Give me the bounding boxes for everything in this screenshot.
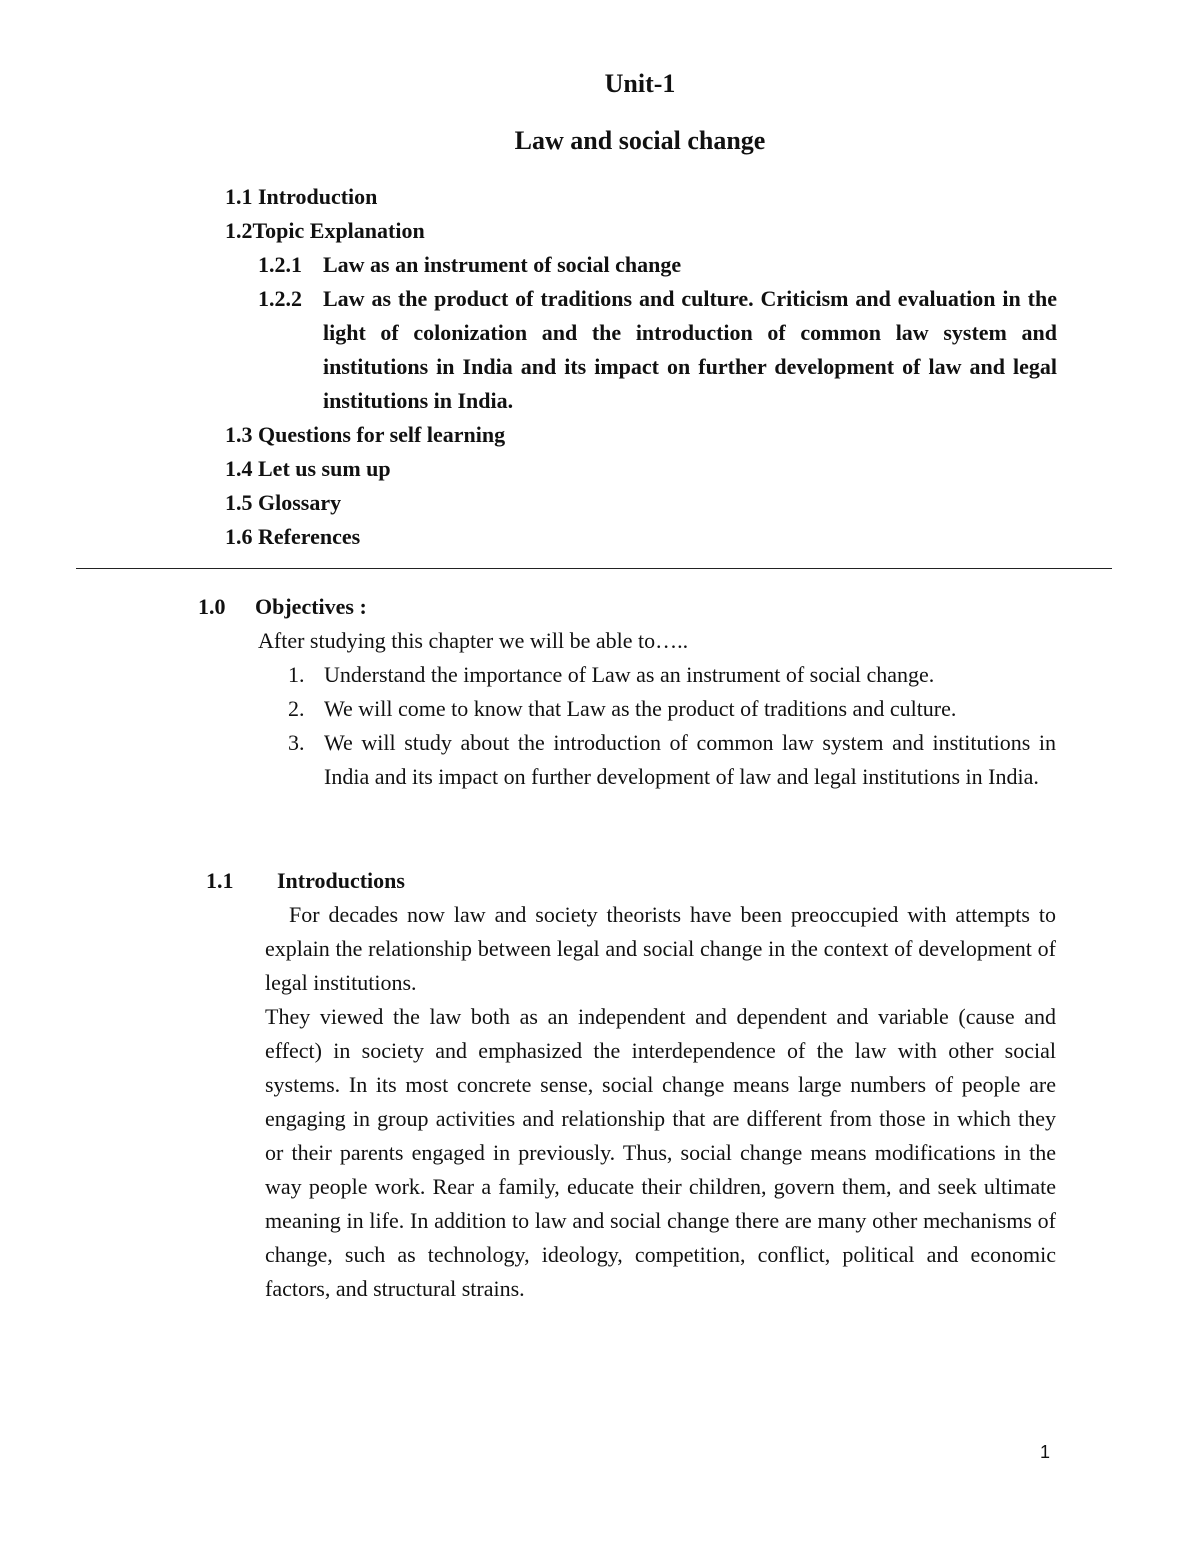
toc-item: 1.3 Questions for self learning — [225, 422, 506, 447]
toc-sub-item-label: Law as the product of traditions and culture. Criticism and evaluation in the light of colonization and the introduction of common law system and institutions in India and its impact on further development of law and legal institutions in India. — [323, 286, 1057, 413]
page-number: 1 — [1040, 1442, 1051, 1462]
toc-item: 1.1 Introduction — [225, 184, 378, 209]
list-item-number: 3. — [288, 730, 305, 755]
paragraph: They viewed the law both as an independent and dependent and variable (cause and effect) in society and emphasized the interdependence of the law with other social systems. In its most concrete sense, social change means large numbers of people are engaging in group activities and relationship that are different from those in which they or their parents engaged in previously. Thus, social change means modifications in the way people work. Rear a family, educate their children, govern them, and seek ultimate meaning in life. In addition to law and social change there are many other mechanisms of change, such as technology, ideology, competition, conflict, political and economic factors, and structural strains. — [265, 1004, 1056, 1301]
unit-label: Unit-1 — [604, 69, 676, 98]
objectives-heading — [198, 590, 367, 624]
toc-item: 1.5 Glossary — [225, 490, 342, 515]
introductions-heading — [206, 864, 405, 898]
introductions-title: Introductions — [277, 868, 405, 893]
list-item-text: We will study about the introduction of common law system and institutions in India and its impact on further development of law and legal institutions in India. — [324, 730, 1056, 789]
toc-sub-item — [225, 248, 1057, 282]
objectives-list — [288, 658, 1056, 794]
list-item-text: We will come to know that Law as the product of traditions and culture. — [324, 696, 957, 721]
toc-sub-item-label: Law as an instrument of social change — [323, 252, 682, 277]
list-item — [288, 658, 1056, 692]
introductions-number: 1.1 — [206, 868, 234, 893]
toc-sub-item — [225, 282, 1057, 418]
list-item-number: 2. — [288, 696, 305, 721]
objectives-title: Objectives : — [255, 594, 367, 619]
introductions-body — [265, 898, 1056, 1306]
toc-item: 1.2Topic Explanation — [225, 218, 425, 243]
list-item — [288, 726, 1056, 794]
list-item-number: 1. — [288, 662, 305, 687]
toc-sub-item-number: 1.2.2 — [258, 286, 302, 311]
objectives-number: 1.0 — [198, 594, 226, 619]
paragraph: For decades now law and society theorists have been preoccupied with attempts to explain the relationship between legal and social change in the context of development of legal institutions. — [265, 902, 1056, 995]
toc-sub-item-number: 1.2.1 — [258, 252, 302, 277]
table-of-contents — [225, 180, 1057, 554]
section-divider — [76, 568, 1112, 569]
toc-item: 1.4 Let us sum up — [225, 456, 391, 481]
toc-item: 1.6 References — [225, 524, 361, 549]
list-item-text: Understand the importance of Law as an instrument of social change. — [324, 662, 935, 687]
objectives-intro: After studying this chapter we will be able to….. — [258, 628, 689, 653]
list-item — [288, 692, 1056, 726]
unit-title: Law and social change — [514, 126, 766, 155]
